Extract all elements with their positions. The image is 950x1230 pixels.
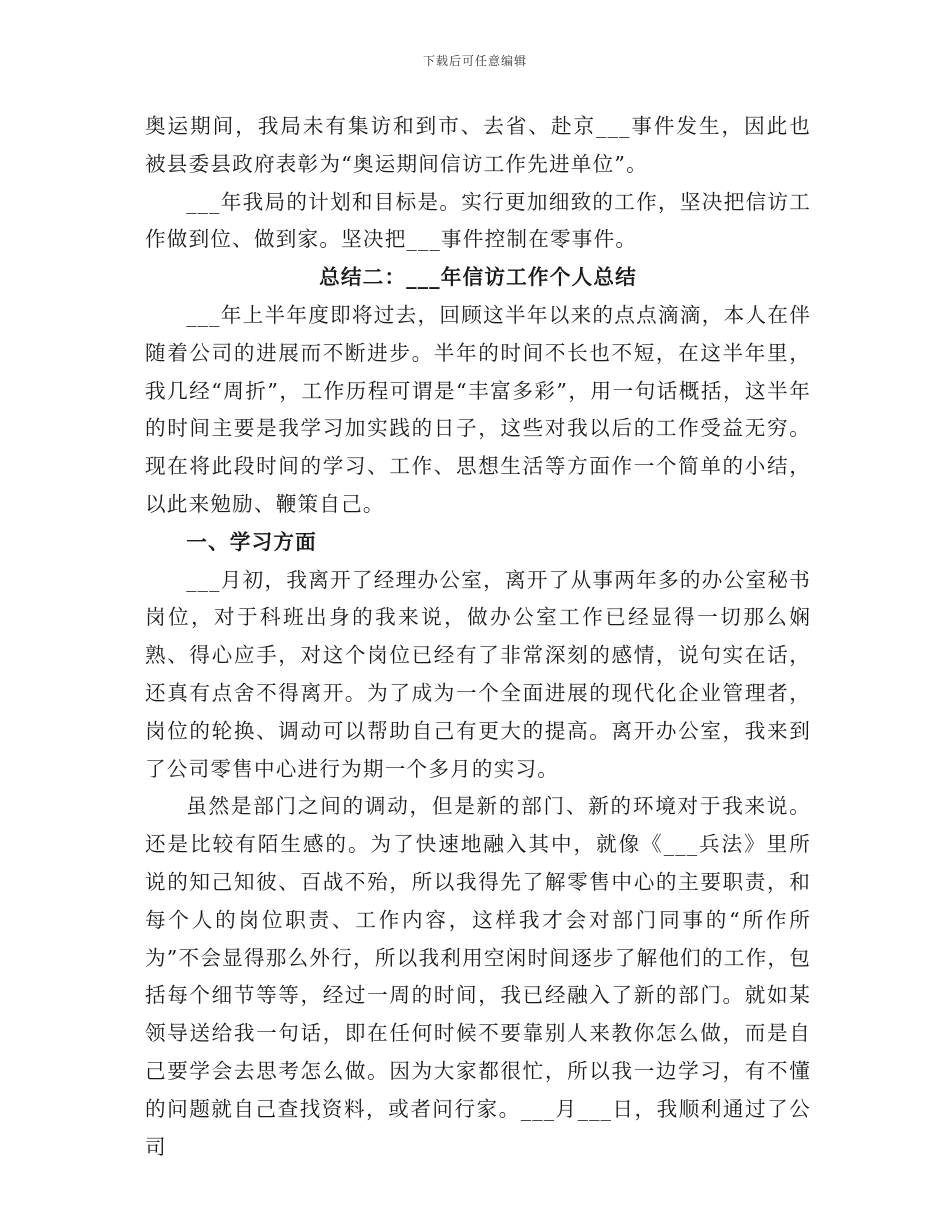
paragraph-plan: ___年我局的计划和目标是。实行更加细致的工作，坚决把信访工作做到位、做到家。坚决把___事件控制在零事件。: [145, 189, 811, 252]
paragraph-study-2: 虽然是部门之间的调动，但是新的部门、新的环境对于我来说。还是比较有陌生感的。为了快速地融入其中，就像《___兵法》里所说的知己知彼、百战不殆，所以我得先了解零售中心的主要职责，和每个人的岗位职责、工作内容，这样我才会对部门同事的“所作所为”不会显得那么外行，所以我利用空闲时间逐步了解他们的工作，包括每个细节等等，经过一周的时间，我已经融入了新的部门。就如某领导送给我一句话，即在任何时候不要靠别人来教你怎么做，而是自己要学会去思考怎么做。因为大家都很忙，所以我一边学习，有不懂的问题就自己查找资料，或者问行家。___月___日，我顺利通过了公司: [145, 794, 811, 1159]
page-header: 下载后可任意编辑: [422, 54, 527, 68]
paragraph-continuation: 奥运期间，我局未有集访和到市、去省、赴京___事件发生，因此也被县委县政府表彰为“奥运期间信访工作先进单位”。: [145, 114, 811, 176]
paragraph-intro: ___年上半年度即将过去，回顾这半年以来的点点滴滴，本人在伴随着公司的进展而不断进步。半年的时间不长也不短，在这半年里，我几经“周折”，工作历程可谓是“丰富多彩”，用一句话概括，这半年的时间主要是我学习加实践的日子，这些对我以后的工作受益无穷。现在将此段时间的学习、工作、思想生活等方面作一个简单的小结，以此来勉励、鞭策自己。: [145, 302, 811, 516]
subsection-heading: 一、学习方面: [186, 529, 317, 554]
section-title: 总结二：___年信访工作个人总结: [319, 265, 637, 290]
document-body: [145, 108, 811, 1166]
paragraph-study-1: ___月初，我离开了经理办公室，离开了从事两年多的办公室秘书岗位，对于科班出身的我来说，做办公室工作已经显得一切那么娴熟、得心应手，对这个岗位已经有了非常深刻的感情，说句实在话，还真有点舍不得离开。为了成为一个全面进展的现代化企业管理者，岗位的轮换、调动可以帮助自己有更大的提高。离开办公室，我来到了公司零售中心进行为期一个多月的实习。: [145, 567, 811, 781]
